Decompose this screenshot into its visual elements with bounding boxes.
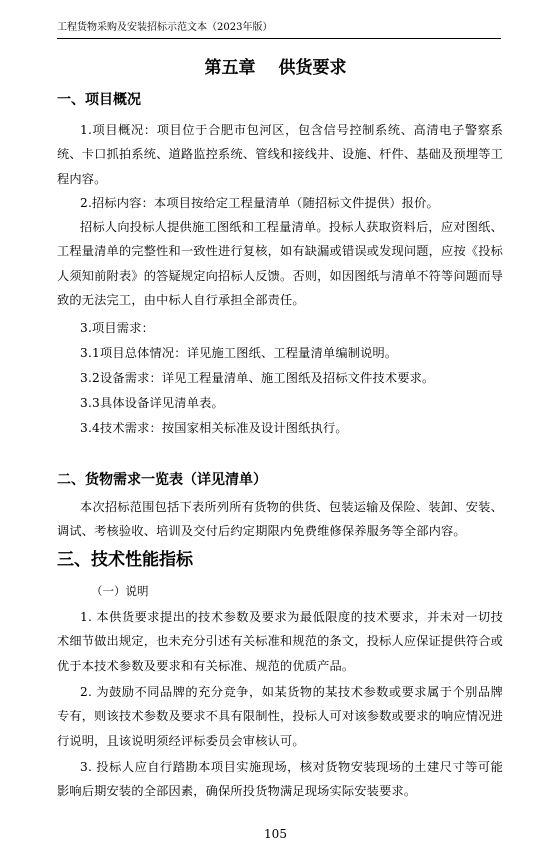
line-technical-requirements: 3.4技术需求：按国家相关标准及设计图纸执行。 bbox=[80, 421, 348, 435]
paragraph-tender-scope: 2.招标内容：本项目按给定工程量清单（随招标文件提供）报价。 bbox=[80, 196, 439, 210]
line-equipment-requirements: 3.2设备需求：详见工程量清单、施工图纸及招标文件技术要求。 bbox=[80, 371, 435, 385]
paragraph-tender-range: 本次招标范围包括下表所列所有货物的供货、包装运输及保险、装卸、安装、调试、考核验收、培训及交付后约定期限内免费维修保养服务等全部内容。 bbox=[57, 500, 503, 539]
header-rule bbox=[57, 38, 501, 39]
section-heading-goods-list: 二、货物需求一览表（详见清单） bbox=[57, 472, 267, 488]
line-project-requirements: 3.项目需求： bbox=[80, 321, 154, 335]
line-equipment-list: 3.3具体设备详见清单表。 bbox=[80, 396, 224, 410]
paragraph-brand-competition: 2. 为鼓励不同品牌的充分竞争，如某货物的某技术参数或要求属于个别品牌专有，则该技术参数及要求不具有限制性，投标人可对该参数或要求的响应情况进行说明，且该说明须经评标委员会审核认可。 bbox=[57, 685, 503, 748]
paragraph-site-survey: 3. 投标人应自行踏勘本项目实施现场，核对货物安装现场的土建尺寸等可能影响后期安装的全部因素，确保所投货物满足现场实际安装要求。 bbox=[57, 760, 503, 799]
section-heading-project-overview: 一、项目概况 bbox=[57, 92, 141, 108]
paragraph-project-overview: 1.项目概况：项目位于合肥市包河区，包含信号控制系统、高清电子警察系统、卡口抓拍系统、道路监控系统、管线和接线井、设施、杆件、基础及预埋等工程内容。 bbox=[57, 123, 503, 186]
running-header: 工程货物采购及安装招标示范文本（2023年版） bbox=[57, 22, 273, 33]
line-overall-situation: 3.1项目总体情况：详见施工图纸、工程量清单编制说明。 bbox=[80, 346, 398, 360]
chapter-title: 第五章 供货要求 bbox=[204, 58, 347, 78]
paragraph-minimum-requirements: 1. 本供货要求提出的技术参数及要求为最低限度的技术要求，并未对一切技术细节做出规定，也未充分引述有关标准和规范的条文，投标人应保证提供符合或优于本技术参数及要求和有关标准、规范的优质产品。 bbox=[57, 610, 503, 673]
page-number: 105 bbox=[264, 827, 287, 841]
section-heading-technical-specs: 三、技术性能指标 bbox=[57, 550, 193, 570]
paragraph-drawings-review: 招标人向投标人提供施工图纸和工程量清单。投标人获取资料后，应对图纸、工程量清单的完整性和一致性进行复核，如有缺漏或错误或发现问题，应按《投标人须知前附表》的答疑规定向招标人反馈。否则，如因图纸与清单不符等问题而导致的无法完工，由中标人自行承担全部责任。 bbox=[57, 220, 503, 307]
subheading-explanation: （一）说明 bbox=[91, 584, 149, 598]
